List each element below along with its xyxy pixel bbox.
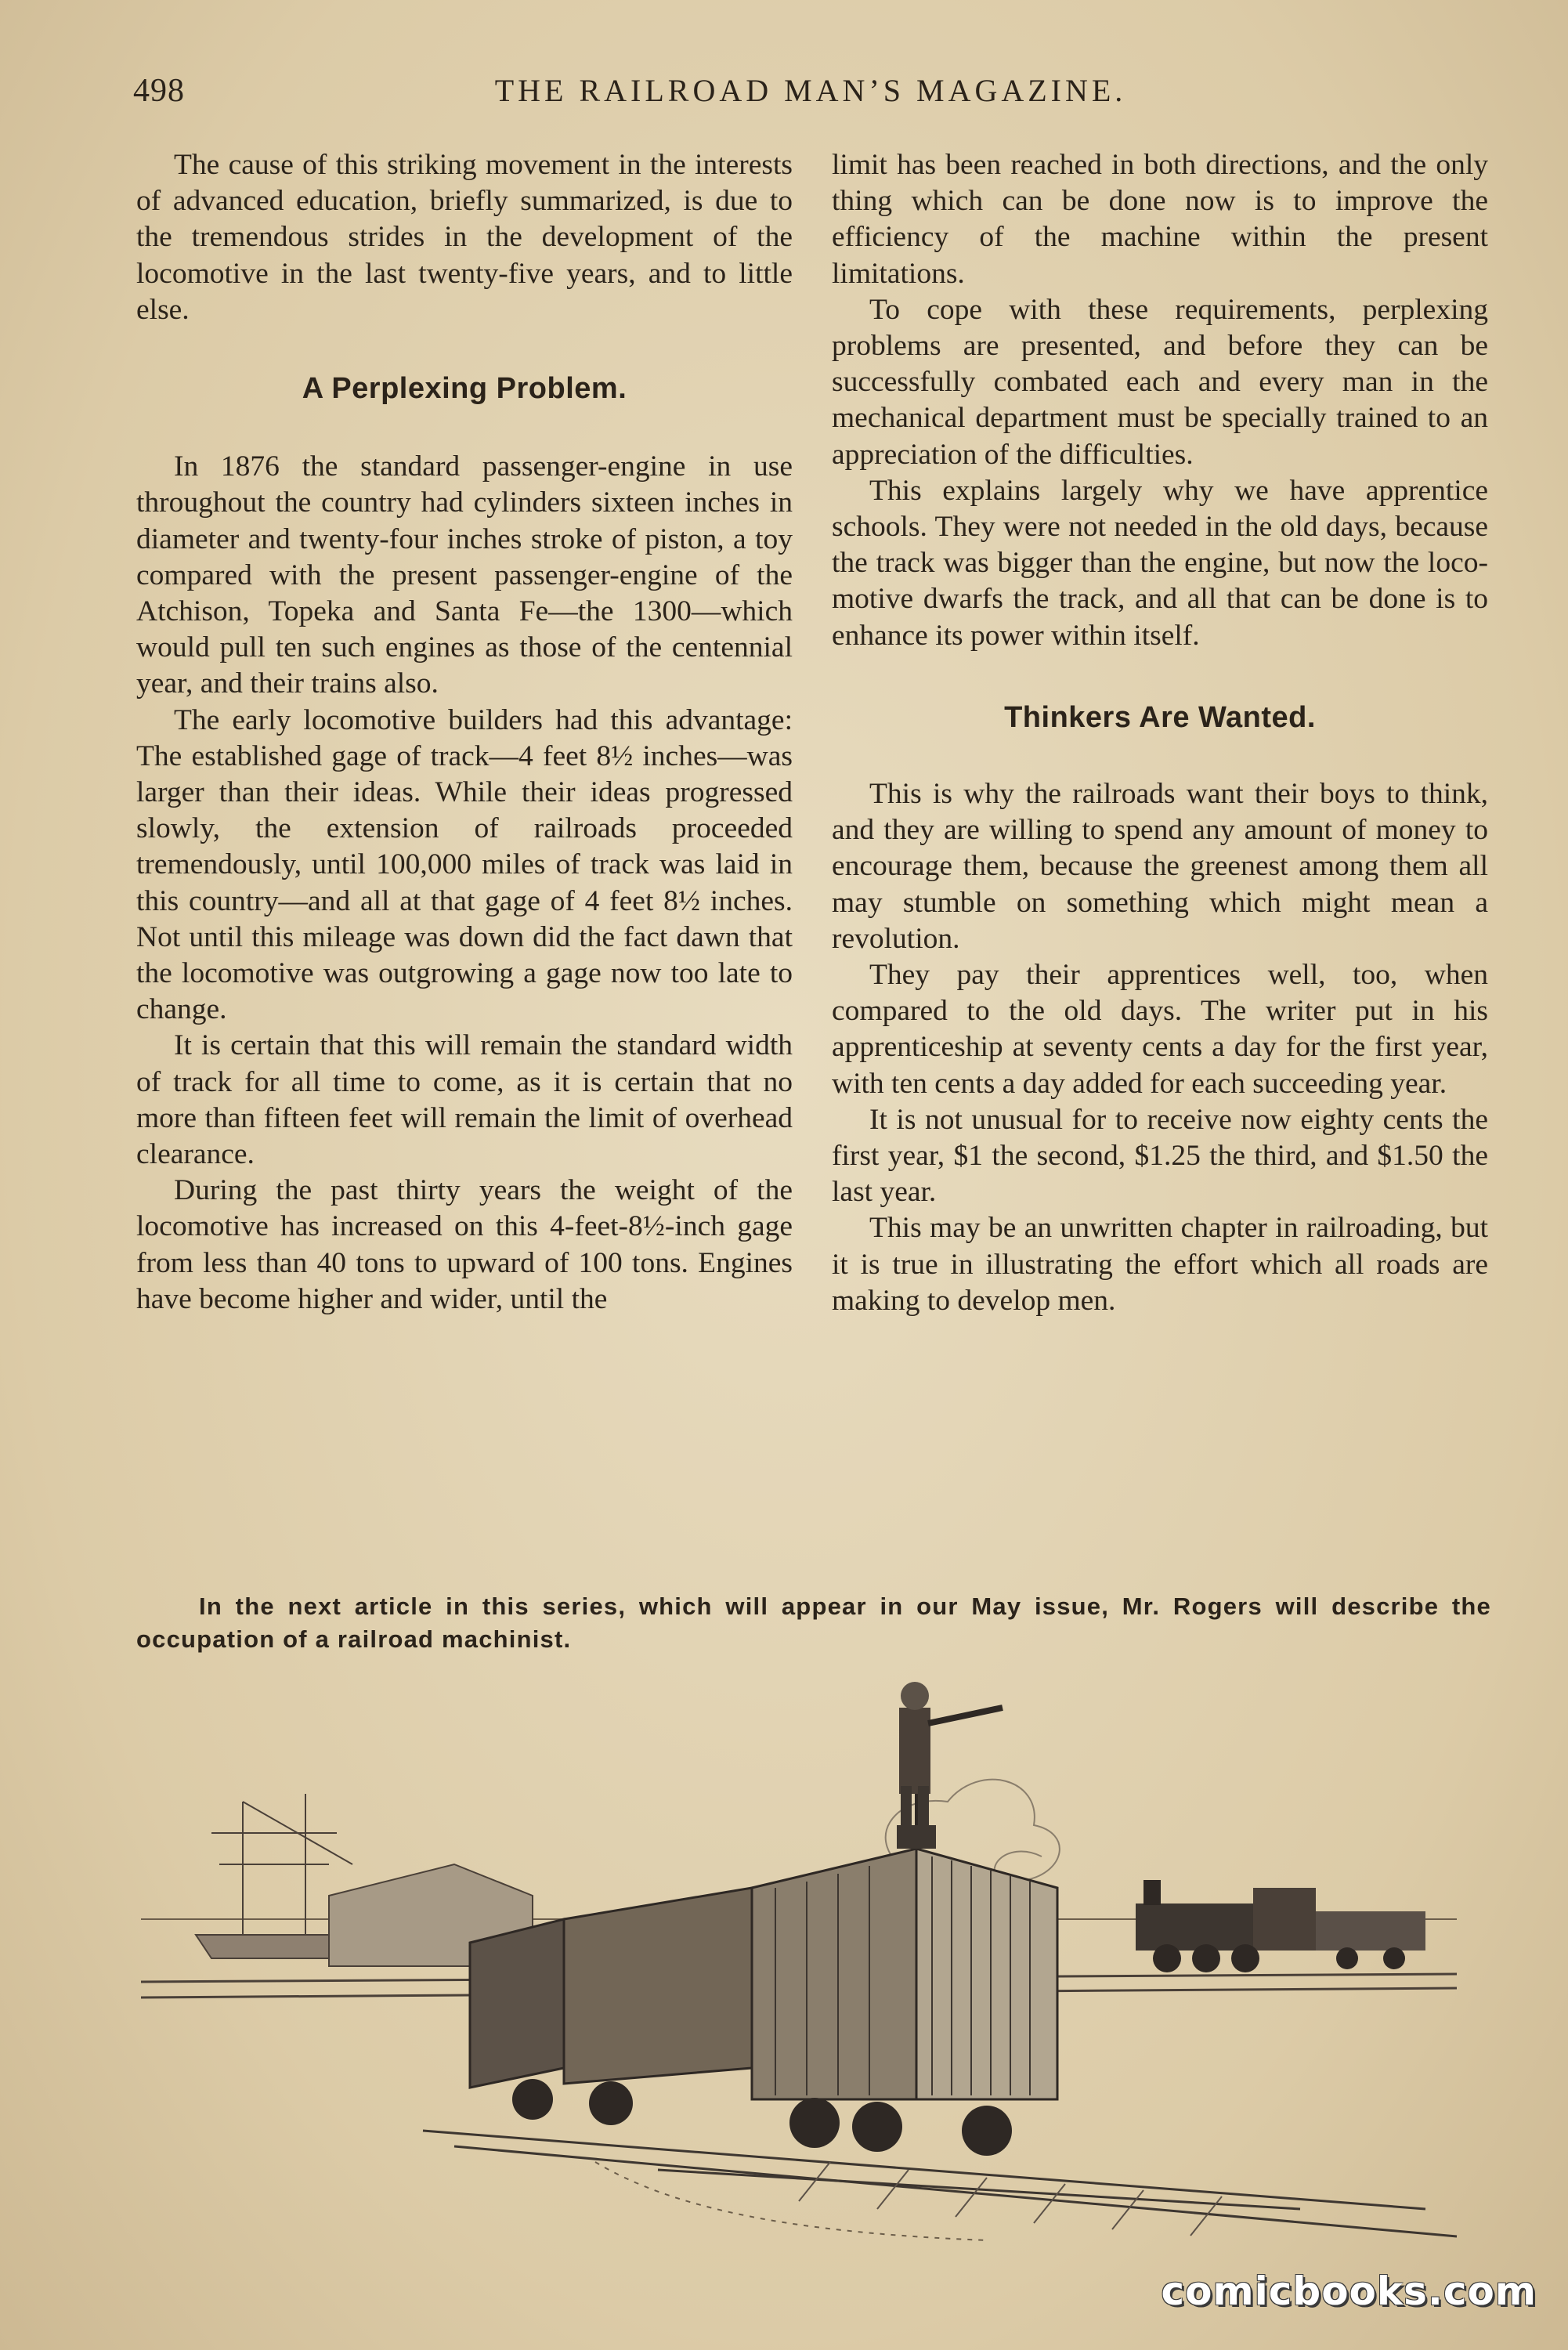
editor-note: In the next article in this series, which will appear in our May issue, Mr. Rogers will describe the occupation of a railroad machinist. bbox=[136, 1593, 1491, 1653]
right-paragraph-7: This may be an unwritten chapter in railroading, but it is true in illustrating the effort which all roads are making to develop men. bbox=[832, 1212, 1488, 1317]
right-column bbox=[832, 147, 1488, 1319]
boxcar-icon bbox=[470, 1849, 1057, 2156]
watermark: comicbooks.com bbox=[1161, 2269, 1537, 2314]
page-number: 498 bbox=[133, 73, 185, 109]
left-paragraph-5: During the past thirty years the weight of the locomotive has increased on this 4-feet-8½-inch gage from less than 40 tons to upward of 100 tons. Engines have become higher and wider, until the bbox=[136, 1174, 793, 1315]
right-paragraph-2: To cope with these requirements, perplexing problems are presented, and before they can be successfully combated each and every man in the mechanical department must be specially trained to an appreciation of the difficulties. bbox=[832, 293, 1488, 471]
boxcar-yard-engraving bbox=[125, 1661, 1504, 2256]
left-paragraph-2: In 1876 the standard passenger-engine in use throughout the country had cylinders sixteen inches in diameter and twenty-four inches stroke of piston, a toy compared with the present passenger-engine of the Atchison, Topeka and Santa Fe—the 1300—which would pull ten such engines as those of the centennial year, and their trains also. bbox=[136, 450, 793, 700]
right-paragraph-6: It is not unusual for to receive now eighty cents the first year, $1 the second, $1.25 the third, and $1.50 the last year. bbox=[832, 1103, 1488, 1209]
locomotive-icon bbox=[1136, 1880, 1425, 1972]
right-paragraph-4: This is why the railroads want their boys to think, and they are willing to spend any amount of money to encourage them, because the greenest among them all may stumble on something which might mean a revolution. bbox=[832, 778, 1488, 955]
left-paragraph-1: The cause of this striking movement in the interests of advanced education, briefly summarized, is due to the tremendous strides in the development of the locomotive in the last twenty-five years, and to little else. bbox=[136, 149, 793, 326]
left-paragraph-3: The early locomotive builders had this advantage: The established gage of track—4 feet 8½ inches—was larger than their ideas. While their ideas progressed slowly, the extension of railroads proceeded tremendously, until 100,000 miles of track was laid in this country—and all at that gage of 4 feet 8½ inches. Not until this mileage was down did the fact dawn that the locomotive was outgrowing a gage now too late to change. bbox=[136, 703, 793, 1026]
railroad-illustration bbox=[125, 1661, 1504, 2256]
subheading-perplexing-problem: A Perplexing Problem. bbox=[302, 372, 627, 406]
right-paragraph-5: They pay their apprentices well, too, when compared to the old days. The writer put in his apprenticeship at seventy cents a day for the first year, with ten cents a day added for each succeeding year. bbox=[832, 959, 1488, 1100]
left-column bbox=[136, 147, 793, 1318]
brakeman-icon bbox=[897, 1682, 1003, 1849]
subheading-thinkers-wanted: Thinkers Are Wanted. bbox=[1004, 700, 1316, 734]
right-paragraph-3: This explains largely why we have apprentice schools. They were not needed in the old days, because the track was bigger than the engine, but now the locomotive dwarfs the track, and all that can be done is to enhance its power within itself. bbox=[832, 474, 1488, 652]
right-paragraph-1: limit has been reached in both directions, and the only thing which can be done now is to improve the efficiency of the machine within the present limitations. bbox=[832, 149, 1488, 290]
running-title: THE RAILROAD MAN’S MAGAZINE. bbox=[494, 73, 1127, 108]
left-paragraph-4: It is certain that this will remain the standard width of track for all time to come, as it is certain that no more than fifteen feet will remain the limit of overhead clearance. bbox=[136, 1029, 793, 1171]
page-header bbox=[133, 72, 1488, 119]
